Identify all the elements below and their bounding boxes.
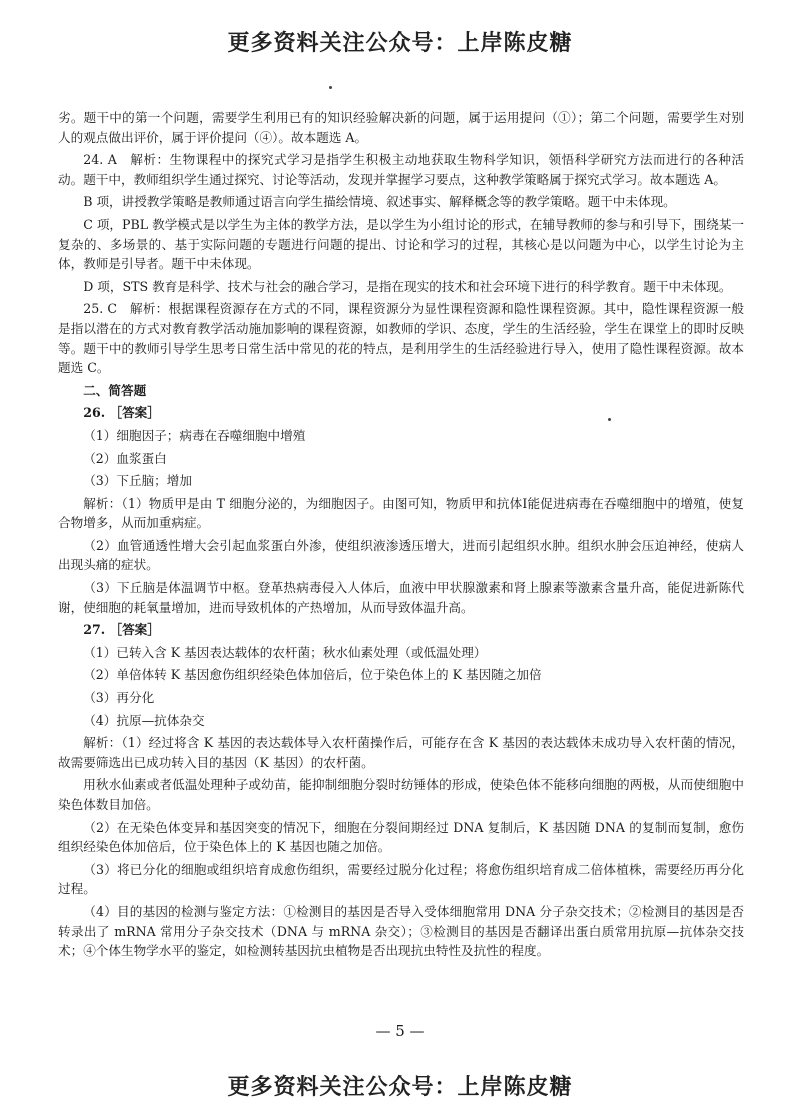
document-body — [58, 108, 744, 961]
paragraph: 劣。题干中的第一个问题，需要学生利用已有的知识经验解决新的问题，属于运用提问（①）；第二个问题，需要学生对别人的观点做出评价，属于评价提问（④）。故本题选 A。 — [58, 110, 744, 145]
paragraph: （3）下丘脑是体温调节中枢。登革热病毒侵入人体后，血液中甲状腺激素和肾上腺素等激素含量升高，能促进新陈代谢，使细胞的耗氧量增加，进而导致机体的产热增加，从而导致体温升高。 — [58, 580, 744, 615]
answer-item: （1）已转入含 K 基因表达载体的农杆菌；秋水仙素处理（或低温处理） — [83, 644, 487, 660]
paragraph: B 项，讲授教学策略是教师通过语言向学生描绘情境、叙述事实、解释概念等的教学策略。题干中未体现。 — [83, 194, 676, 210]
answer-heading: 27. ［答案］ — [83, 622, 160, 638]
paragraph: 25. C 解析：根据课程资源存在方式的不同，课程资源分为显性课程资源和隐性课程资源。其中，隐性课程资源一般是指以潜在的方式对教育教学活动施加影响的课程资源，如教师的学识、态度，学生的生活经验，学生在课堂上的即时反映等。题干中的教师引导学生思考日常生活中常见的花的特点，是利用学生的生活经验进行导入，使用了隐性课程资源。故本题选 C。 — [58, 301, 744, 376]
answer-item: （2）血浆蛋白 — [83, 450, 167, 466]
paragraph: D 项，STS 教育是科学、技术与社会的融合学习，是指在现实的技术和社会环境下进行的科学教育。题干中未体现。 — [83, 278, 732, 294]
footer-banner: 更多资料关注公众号：上岸陈皮糖 — [227, 1075, 573, 1100]
paragraph: 用秋水仙素或者低温处理种子或幼苗，能抑制细胞分裂时纺锤体的形成，使染色体不能移向细胞的两极，从而使细胞中染色体数目加倍。 — [58, 777, 744, 812]
section-heading: 二、简答题 — [83, 382, 147, 398]
paragraph: （3）将已分化的细胞或组织培育成愈伤组织，需要经过脱分化过程；将愈伤组织培育成二倍体植株，需要经历再分化过程。 — [58, 861, 744, 897]
page-number: — 5 — — [375, 1022, 425, 1040]
paragraph: 24. A 解析：生物课程中的探究式学习是指学生积极主动地获取生物科学知识，领悟科学研究方法而进行的各种活动。题干中，教师组织学生通过探究、讨论等活动，发现并掌握学习要点，这种教学策略属于探究式学习。故本题选 A。 — [58, 152, 744, 187]
paragraph: （2）血管通透性增大会引起血浆蛋白外渗，使组织液渗透压增大，进而引起组织水肿。组织水肿会压迫神经，使病人出现头痛的症状。 — [58, 537, 744, 573]
answer-item: （3）下丘脑；增加 — [83, 473, 192, 489]
answer-heading: 26. ［答案］ — [83, 405, 160, 421]
answer-item: （4）抗原—抗体杂交 — [83, 712, 205, 728]
paragraph: （2）在无染色体变异和基因突变的情况下，细胞在分裂间期经过 DNA 复制后，K 基因随 DNA 的复制而复制，愈伤组织经染色体加倍后，位于染色体上的 K 基因也随之加倍。 — [58, 819, 744, 855]
scan-speck — [329, 86, 332, 89]
paragraph: 解析：（1）经过将含 K 基因的表达载体导入农杆菌操作后，可能存在含 K 基因的表达载体未成功导入农杆菌的情况，故需要筛选出已成功转入目的基因（K 基因）的农杆菌。 — [58, 735, 744, 770]
paragraph: 解析：（1）物质甲是由 T 细胞分泌的，为细胞因子。由图可知，物质甲和抗体Ⅰ能促进病毒在吞噬细胞中的增殖，使复合物增多，从而加重病症。 — [58, 495, 744, 531]
answer-item: （3）再分化 — [83, 690, 155, 706]
paragraph: （4）目的基因的检测与鉴定方法：①检测目的基因是否导入受体细胞常用 DNA 分子杂交技术；②检测目的基因是否转录出了 mRNA 常用分子杂交技术（DNA 与 mRNA 杂交）；③检测目的基因是否翻译出蛋白质常用抗原—抗体杂交技术；④个体生物学水平的鉴定，如检测转基因抗虫植物是否出现抗虫特性及抗性的程度。 — [58, 903, 744, 959]
header-banner: 更多资料关注公众号：上岸陈皮糖 — [227, 31, 573, 56]
answer-item: （1）细胞因子；病毒在吞噬细胞中增殖 — [83, 427, 306, 443]
paragraph: C 项，PBL 教学模式是以学生为主体的教学方法，是以学生为小组讨论的形式，在辅导教师的参与和引导下，围绕某一复杂的、多场景的、基于实际问题的专题进行问题的提出、讨论和学习的过程，其核心是以问题为中心，以学生讨论为主体，教师是引导者。题干中未体现。 — [58, 216, 745, 272]
answer-item: （2）单倍体转 K 基因愈伤组织经染色体加倍后，位于染色体上的 K 基因随之加倍 — [83, 667, 542, 683]
